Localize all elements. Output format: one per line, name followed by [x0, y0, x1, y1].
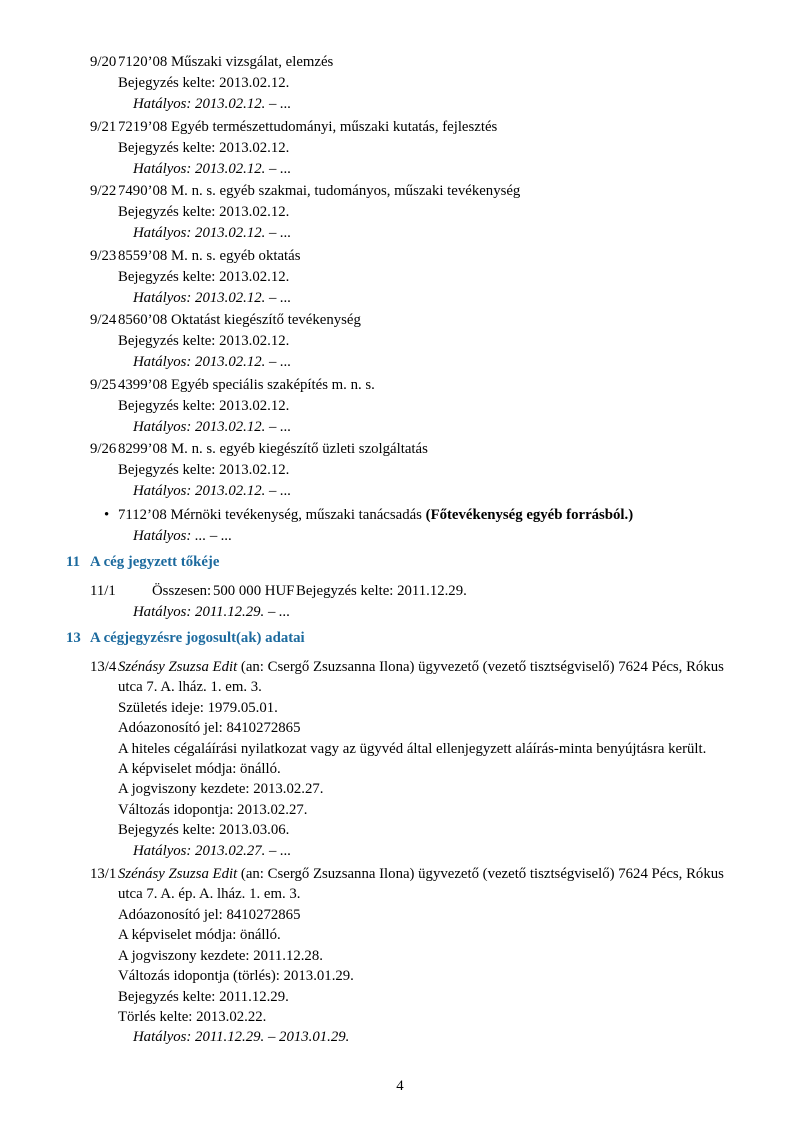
registration-date-line: Bejegyzés kelte: 2013.02.12. [118, 462, 290, 478]
entry-number: 9/26 [90, 441, 117, 457]
section-title: A cégjegyzésre jogosult(ak) adatai [90, 630, 305, 646]
registration-date-line: Bejegyzés kelte: 2013.02.12. [118, 268, 290, 285]
entry-number: 9/23 [90, 247, 117, 264]
detail-line: A képviselet módja: önálló. [118, 927, 281, 944]
validity-line: Hatályos: 2013.02.12. – ... [133, 225, 292, 241]
detail-line: Adóazonosító jel: 8410272865 [118, 906, 301, 923]
page-number: 4 [396, 1078, 404, 1094]
validity-line: Hatályos: 2013.02.12. – ... [133, 418, 292, 435]
signatory-headline [118, 864, 745, 905]
detail-line: Bejegyzés kelte: 2013.03.06. [118, 822, 290, 839]
entry-number: 13/4 [90, 659, 117, 675]
entry-number: 11/1 [90, 583, 116, 599]
section-heading-registered-capital [0, 552, 745, 573]
registration-date-line: Bejegyzés kelte: 2013.02.12. [118, 333, 290, 349]
validity-line: Hatályos: 2011.12.29. – ... [133, 604, 291, 620]
registration-date-line: Bejegyzés kelte: 2013.02.12. [118, 204, 290, 220]
entry-number: 9/25 [90, 376, 117, 393]
registration-date-line: Bejegyzés kelte: 2013.02.12. [118, 75, 290, 91]
detail-line: Születés ideje: 1979.05.01. [118, 699, 278, 716]
registration-date-line: Bejegyzés kelte: 2011.12.29. [296, 583, 467, 599]
detail-line: Változás idopontja: 2013.02.27. [118, 801, 308, 818]
detail-line: A jogviszony kezdete: 2011.12.28. [118, 947, 323, 964]
activity-title: 8299’08 M. n. s. egyéb kiegészítő üzleti szolgáltatás [118, 441, 428, 457]
validity-line: Hatályos: 2013.02.12. – ... [133, 96, 292, 112]
activity-entry [0, 117, 745, 180]
validity-line: Hatályos: 2013.02.27. – ... [133, 842, 292, 859]
entry-number: 9/22 [90, 183, 117, 199]
activity-title: 8560’08 Oktatást kiegészítő tevékenység [118, 312, 361, 328]
detail-line: A hiteles cégaláírási nyilatkozat vagy az ügyvéd által ellenjegyzett aláírás-minta benyújtásra került. [118, 740, 707, 757]
validity-line: Hatályos: 2013.02.12. – ... [133, 289, 292, 306]
validity-line: Hatályos: 2013.02.12. – ... [133, 160, 292, 177]
detail-line: Törlés kelte: 2013.02.22. [118, 1008, 267, 1025]
signatory-entry [0, 657, 745, 861]
validity-line: Hatályos: 2013.02.12. – ... [133, 483, 292, 499]
capital-entry [0, 581, 745, 623]
detail-line: Adóazonosító jel: 8410272865 [118, 720, 301, 737]
signatory-details: (an: Csergő Zsuzsanna Ilona) ügyvezető (vezető tisztségviselő) 7624 Pécs, Rókus utca 7. A. ép. A. lház. 1. em. 3. [118, 866, 724, 903]
validity-line: Hatályos: 2013.02.12. – ... [133, 354, 292, 370]
activity-entry [0, 310, 745, 373]
activity-entry [0, 375, 745, 438]
section-heading-authorized-signatories [0, 628, 745, 649]
activity-title: 4399’08 Egyéb speciális szaképítés m. n. s. [118, 376, 375, 393]
main-activity-source-note: (Főtevékenység egyéb forrásból.) [425, 507, 634, 523]
main-activity-title [118, 505, 745, 526]
activity-title: 8559’08 M. n. s. egyéb oktatás [118, 247, 301, 264]
activity-entry [0, 181, 745, 244]
entry-number: 9/20 [90, 54, 117, 70]
signatory-details: (an: Csergő Zsuzsanna Ilona) ügyvezető (vezető tisztségviselő) 7624 Pécs, Rókus utca 7. A. lház. 1. em. 3. [118, 659, 724, 696]
activity-entry [0, 246, 745, 309]
main-activity-text: 7112’08 Mérnöki tevékenység, műszaki tanácsadás [118, 507, 426, 523]
signatory-headline [118, 657, 745, 698]
detail-line: A jogviszony kezdete: 2013.02.27. [118, 781, 324, 798]
activity-title: 7120’08 Műszaki vizsgálat, elemzés [118, 54, 334, 70]
activity-entry [0, 439, 745, 502]
registration-date-line: Bejegyzés kelte: 2013.02.12. [118, 139, 290, 156]
entry-number: 13/1 [90, 866, 117, 883]
detail-line: A képviselet módja: önálló. [118, 761, 281, 778]
total-label: Összesen: [152, 583, 212, 599]
section-number: 13 [66, 630, 81, 646]
detail-line: Változás idopontja (törlés): 2013.01.29. [118, 968, 354, 985]
main-activity-entry [0, 505, 745, 547]
entry-number: 9/24 [90, 312, 117, 328]
signatory-name: Szénásy Zsuzsa Edit [118, 659, 238, 675]
detail-line: Bejegyzés kelte: 2011.12.29. [118, 988, 289, 1005]
capital-line [0, 581, 745, 602]
validity-line: Hatályos: 2011.12.29. – 2013.01.29. [133, 1029, 350, 1046]
validity-line: Hatályos: ... – ... [133, 528, 233, 544]
activity-title: 7219’08 Egyéb természettudományi, műszaki kutatás, fejlesztés [118, 118, 498, 135]
registration-date-line: Bejegyzés kelte: 2013.02.12. [118, 397, 290, 414]
section-number: 11 [66, 554, 80, 570]
entry-number: 9/21 [90, 118, 117, 135]
activity-entry [0, 52, 745, 115]
signatory-entry [0, 864, 745, 1048]
signatory-name: Szénásy Zsuzsa Edit [118, 866, 238, 883]
bullet-icon: • [104, 507, 110, 523]
capital-amount: 500 000 HUF [213, 583, 295, 599]
section-title: A cég jegyzett tőkéje [90, 554, 220, 570]
activity-title: 7490’08 M. n. s. egyéb szakmai, tudományos, műszaki tevékenység [118, 183, 521, 199]
